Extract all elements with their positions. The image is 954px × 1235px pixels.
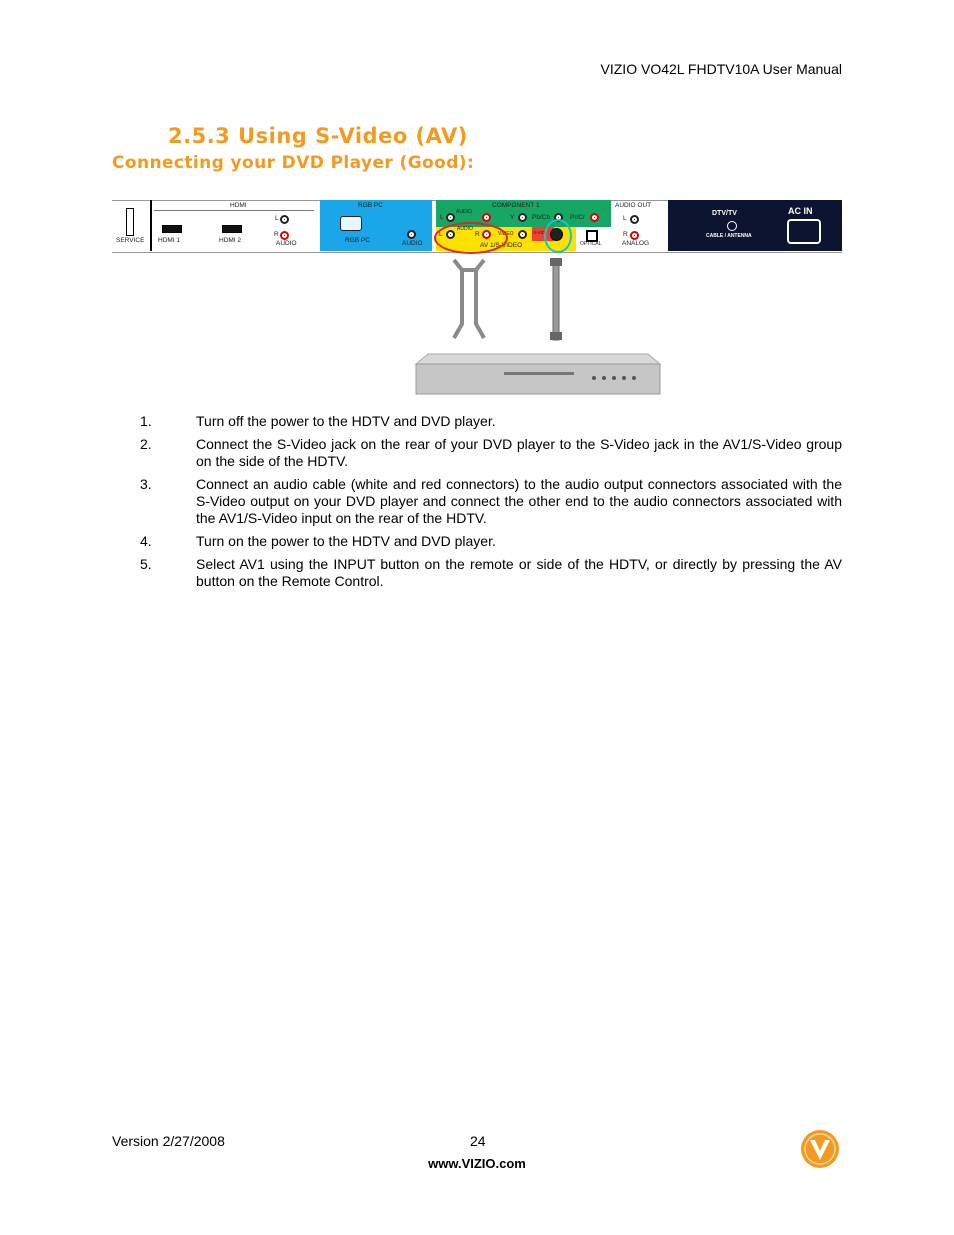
step-text: Connect an audio cable (white and red connectors) to the audio output connectors associated with the S-Video output on your DVD player and connect the other end to the audio connectors associated with the AV1/S-Video input on the rear of the HDTV.	[196, 476, 842, 526]
component-pr-label: Pr/Cr	[570, 214, 586, 221]
steps-list	[140, 413, 842, 596]
av-audio-label: AUDIO	[457, 226, 473, 232]
footer-url: www.VIZIO.com	[428, 1156, 526, 1171]
antenna-jack	[727, 221, 737, 231]
subsection-title: Connecting your DVD Player (Good):	[112, 153, 475, 173]
step-text: Select AV1 using the INPUT button on the remote or side of the HDTV, or directly by pressing the AV button on the Remote Control.	[196, 556, 842, 589]
audio-out-analog-label: ANALOG	[622, 240, 650, 247]
av-l-label: L	[439, 231, 443, 238]
step-1	[140, 413, 842, 430]
step-number: 4.	[140, 533, 152, 549]
audio-highlight-circle	[434, 222, 508, 254]
step-number: 1.	[140, 413, 152, 429]
component-pr-jack	[590, 213, 599, 222]
step-text: Turn on the power to the HDTV and DVD player.	[196, 533, 496, 549]
component-y-label: Y	[510, 214, 515, 221]
audio-out-label: AUDIO OUT	[615, 202, 652, 209]
component-pb-label: Pb/Cb	[532, 214, 551, 221]
component-audio-label: AUDIO	[456, 209, 472, 215]
hdmi-label: HDMI	[230, 202, 247, 209]
footer-version: Version 2/27/2008	[112, 1133, 225, 1149]
hdmi-audio-l-jack	[280, 215, 289, 224]
vga-port	[340, 216, 362, 231]
component-y-jack	[518, 213, 527, 222]
svideo-highlight-circle	[544, 219, 572, 253]
av-video-label: VIDEO	[498, 231, 514, 237]
step-number: 3.	[140, 476, 152, 492]
service-port	[126, 208, 134, 236]
section-title: 2.5.3 Using S-Video (AV)	[168, 124, 468, 148]
step-5	[140, 556, 842, 590]
audio-out-l-jack	[630, 215, 639, 224]
step-text: Connect the S-Video jack on the rear of your DVD player to the S-Video jack in the AV1/S-Video group on the side of the HDTV.	[196, 436, 842, 469]
rgb-pc-label: RGB PC	[358, 202, 383, 209]
av-r-label: R	[475, 231, 480, 238]
hdmi2-port	[222, 225, 242, 233]
cables-illustration	[440, 254, 580, 346]
cable-label: CABLE / ANTENNA	[706, 233, 752, 239]
vizio-logo-icon	[800, 1129, 840, 1169]
av-svideo-label: S-VID	[533, 230, 546, 235]
audio-out-r-jack	[630, 231, 639, 240]
step-number: 5.	[140, 556, 152, 572]
rgb-audio-jack	[407, 230, 416, 239]
ac-in-label: AC IN	[788, 206, 813, 216]
ac-socket	[787, 219, 821, 244]
audio-out-l-label: L	[623, 215, 627, 222]
hdmi-audio-l-label: L	[275, 215, 279, 222]
hdmi-audio-r-jack	[280, 231, 289, 240]
component-label: COMPONENT 1	[492, 202, 540, 209]
page-number: 24	[470, 1133, 486, 1149]
step-2	[140, 436, 842, 470]
header-title: VIZIO VO42L FHDTV10A User Manual	[600, 61, 842, 77]
tv-rear-panel	[112, 200, 842, 251]
component-l-label: L	[440, 214, 444, 221]
optical-label: OPTICAL	[580, 241, 602, 247]
av-video-jack	[518, 230, 527, 239]
hdmi-audio-r-label: R	[274, 231, 279, 238]
av-group-label: AV 1/S-VIDEO	[480, 242, 523, 249]
rgb-audio-label: AUDIO	[402, 240, 423, 247]
component-l-jack	[446, 213, 455, 222]
hdmi-audio-label: AUDIO	[276, 240, 297, 247]
step-text: Turn off the power to the HDTV and DVD player.	[196, 413, 496, 429]
hdmi2-label: HDMI 2	[219, 237, 242, 244]
component-r-jack	[482, 213, 491, 222]
step-4	[140, 533, 842, 550]
audio-cable	[454, 260, 484, 338]
service-label: SERVICE	[116, 237, 145, 244]
hdmi1-port	[162, 225, 182, 233]
svideo-cable	[550, 258, 562, 340]
dtv-label: DTV/TV	[712, 210, 737, 217]
hdmi1-label: HDMI 1	[158, 237, 181, 244]
step-number: 2.	[140, 436, 152, 452]
step-3	[140, 476, 842, 527]
rgb-pc-bottom-label: RGB PC	[345, 237, 370, 244]
dvd-player-illustration	[414, 352, 662, 398]
audio-out-r-label: R	[623, 231, 628, 238]
